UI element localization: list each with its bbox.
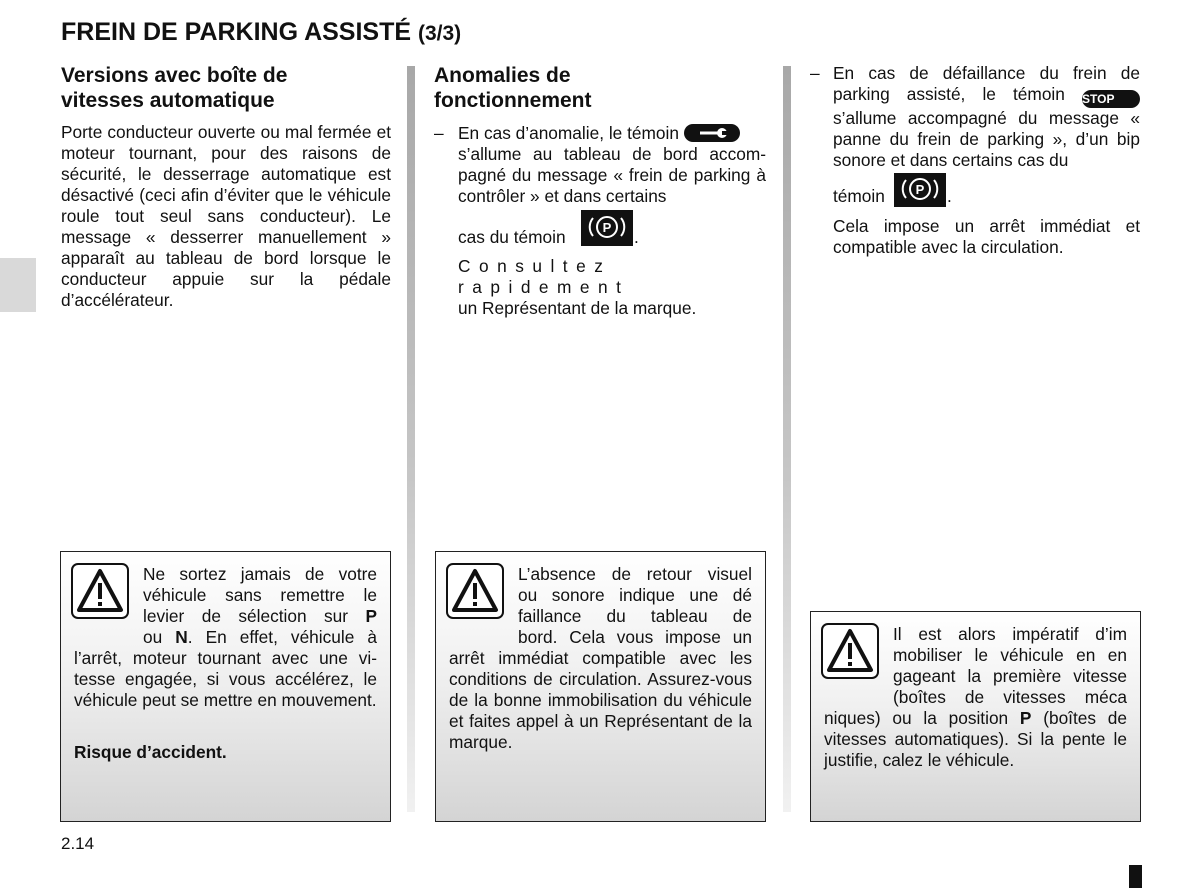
- warning-emphasis: Risque d’accident.: [74, 742, 227, 762]
- warning-box-col1: [60, 551, 391, 822]
- stop-warning-light-icon: STOP: [1082, 90, 1140, 108]
- column-divider: [783, 66, 791, 812]
- page-number: 2.14: [61, 834, 95, 853]
- anomaly-list-item: – En cas d’anomalie, le témoin s’allume au tableau de bord accompagné du message « frein de parking à contrôler » et dans certains cas du témoin P . Consultez rapidement un Représentant de la marque.: [434, 123, 766, 318]
- warning-box-col3: [810, 611, 1141, 822]
- section-heading-automatic: Versions avec boîte de vitesses automatique: [61, 64, 288, 112]
- page-title-suffix: (3/3): [418, 22, 462, 45]
- page-title-text: FREIN DE PARKING ASSISTÉ: [61, 18, 412, 46]
- wrench-warning-light-icon: [684, 124, 740, 142]
- parking-brake-light-icon: [581, 210, 633, 246]
- warning-box-col2: [435, 551, 766, 822]
- failure-list-item: – En cas de défaillance du frein de parking assisté, le témoin STOP s’allume accompagné du message « panne du frein de parking », d’un bip sonore et dans certains cas du témoin P . Cela impose un arrêt immédiat et compatible avec la circulation.: [810, 63, 1140, 257]
- section-heading-anomalies: Anomalies de fonctionnement: [434, 64, 592, 112]
- parking-brake-light-icon: [894, 173, 946, 207]
- section-side-tab: [0, 258, 36, 312]
- warning-text-body: arrêt immédiat compatible avec les conditions de circulation. Assurez-vous de la bonne immobilisation du véhicule et faites appel à un Représentant de la marque.: [449, 648, 752, 752]
- page-title: [61, 18, 461, 47]
- warning-triangle-icon: [821, 623, 879, 679]
- page-edge-marker: [1129, 865, 1142, 888]
- svg-text:P: P: [602, 220, 612, 235]
- warning-text-head: Il est alors impératif d’im mobiliser le véhicule en en gageant la première vitesse (boîtes de vitesses méca: [893, 624, 1127, 707]
- consult-line: Consultez rapidement: [458, 256, 630, 297]
- warning-text-head: L’absence de retour visuel ou sonore indique une dé faillance du tableau de bord. Cela vous impose un: [518, 564, 752, 647]
- failure-follow-text: Cela impose un arrêt immédiat et compatible avec la circulation.: [833, 216, 1140, 257]
- warning-triangle-icon: [71, 563, 129, 619]
- warning-text-head: Ne sortez jamais de votre véhicule sans remettre le levier de sélection sur P ou N. En effet, véhicule à: [143, 564, 377, 647]
- warning-triangle-icon: [446, 563, 504, 619]
- automatic-paragraph: Porte conducteur ouverte ou mal fermée et moteur tournant, pour des raisons de sécurité, le desserrage automatique est désactivé (ceci afin d’éviter que le véhicule roule tout seul sans conducteur). Le message « desserrer manuellement » apparaît au tableau de bord lorsque le conducteur appuie sur la pédale d’accélérateur.: [61, 122, 391, 310]
- warning-text-body: niques) ou la position P (boîtes de vitesses automatiques). Si la pente le justifie, calez le véhicule.: [824, 708, 1128, 770]
- column-divider: [407, 66, 415, 812]
- warning-text-body: l’arrêt, moteur tournant avec une vitesse engagée, si vous accélérez, le véhicule peut se mettre en mouvement.: [74, 648, 377, 710]
- svg-text:P: P: [915, 182, 925, 197]
